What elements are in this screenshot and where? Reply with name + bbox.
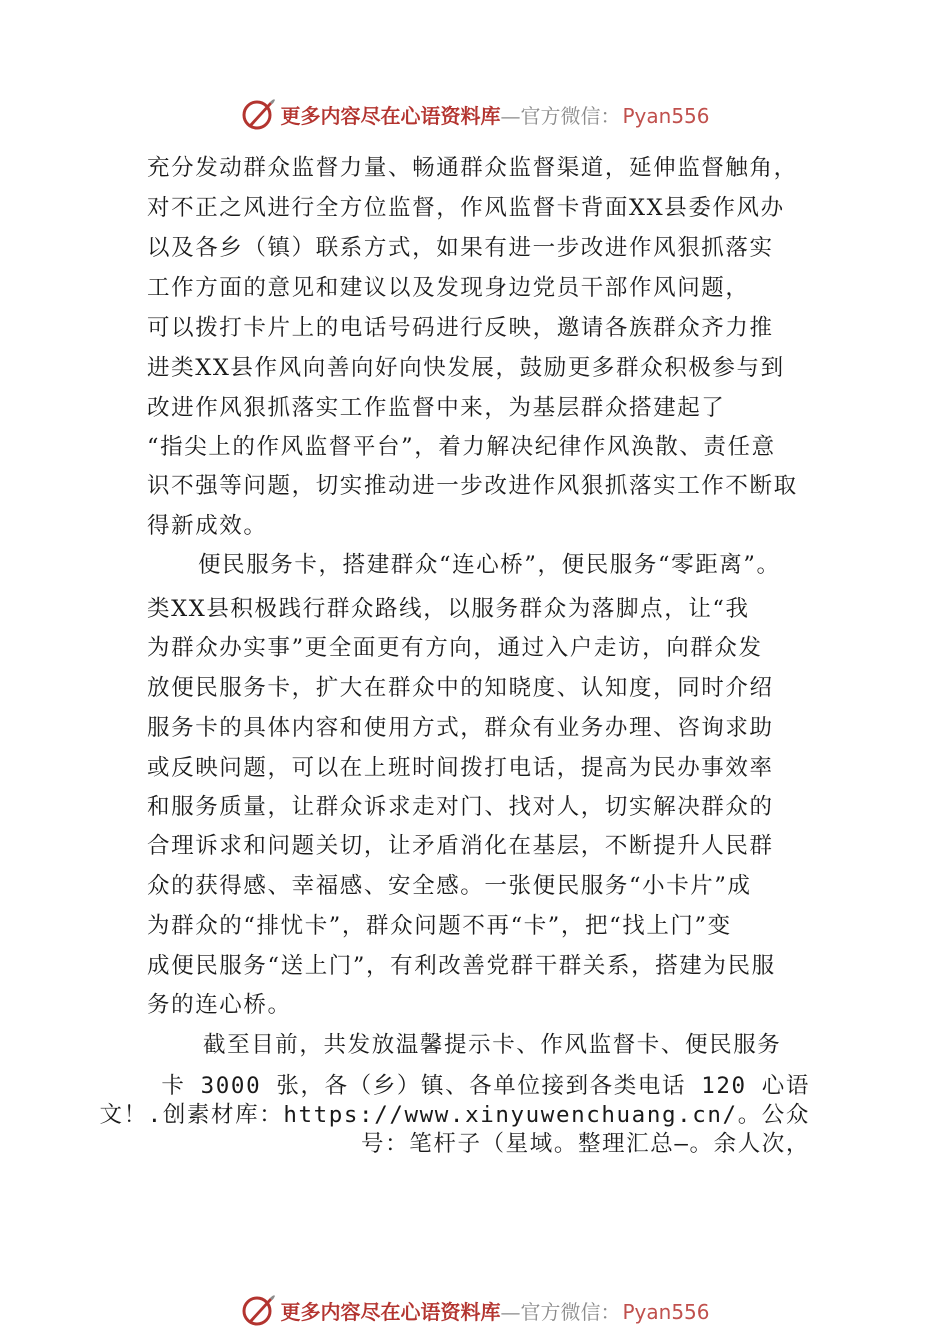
- header-banner: [0, 94, 950, 134]
- banner-wechat-label: 官方微信：: [520, 1299, 621, 1324]
- text-line: 放便民服务卡，扩大在群众中的知晓度、认知度，同时介绍: [147, 675, 774, 701]
- banner-title: 更多内容尽在心语资料库: [280, 1299, 501, 1324]
- text-line: 可以拨打卡片上的电话号码进行反映，邀请各族群众齐力推: [147, 315, 774, 341]
- tail-line: 文！.创素材库：https://www.xinyuwenchuang.cn/。公众: [99, 1102, 810, 1128]
- text-line: 或反映问题，可以在上班时间拨打电话，提高为民办事效率: [147, 755, 774, 781]
- text-line: 充分发动群众监督力量、畅通群众监督渠道，延伸监督触角，: [147, 155, 798, 181]
- paragraph-heading: 便民服务卡，搭建群众“连心桥”，便民服务“零距离”。: [198, 552, 781, 578]
- text-line: “指尖上的作风监督平台”，着力解决纪律作风涣散、责任意: [147, 434, 776, 460]
- text-line: 进类XX县作风向善向好向快发展，鼓励更多群众积极参与到: [147, 355, 785, 381]
- text-line: 识不强等问题，切实推动进一步改进作风狠抓落实工作不断取: [147, 473, 798, 499]
- text-line: 合理诉求和问题关切，让矛盾消化在基层，不断提升人民群: [147, 833, 774, 859]
- banner-title: 更多内容尽在心语资料库: [280, 103, 501, 128]
- text-line: 服务卡的具体内容和使用方式，群众有业务办理、咨询求助: [147, 715, 774, 741]
- banner-dash: —: [500, 103, 521, 128]
- closing-block: [0, 1072, 810, 1159]
- text-line: 成便民服务“送上门”，有利改善党群干群关系，搭建为民服: [147, 953, 776, 979]
- text-line: 以及各乡（镇）联系方式，如果有进一步改进作风狠抓落实: [147, 235, 774, 261]
- banner-wechat-id: Pyan556: [622, 103, 710, 128]
- text-line: 务的连心桥。: [147, 992, 292, 1018]
- quill-logo-icon: [240, 96, 276, 132]
- text-line: 得新成效。: [147, 513, 268, 539]
- footer-banner: [0, 1290, 950, 1330]
- tail-line: 卡 3000 张，各（乡）镇、各单位接到各类电话 120 心语: [161, 1073, 810, 1099]
- banner-wechat-label: 官方微信：: [520, 103, 621, 128]
- text-line: 为群众办实事”更全面更有方向，通过入户走访，向群众发: [147, 635, 763, 661]
- text-line: 为群众的“排忧卡”，群众问题不再“卡”，把“找上门”变: [147, 913, 732, 939]
- tail-line: 号：笔杆子（星域。整理汇总—。余人次，: [361, 1131, 810, 1157]
- text-line: 对不正之风进行全方位监督，作风监督卡背面XX县委作风办: [147, 195, 785, 221]
- text-line: 类XX县积极践行群众路线，以服务群众为落脚点，让“我: [147, 596, 750, 622]
- banner-dash: —: [500, 1299, 521, 1324]
- text-line: 和服务质量，让群众诉求走对门、找对人，切实解决群众的: [147, 794, 774, 820]
- text-line: 改进作风狠抓落实工作监督中来，为基层群众搭建起了: [147, 395, 726, 421]
- text-line: 工作方面的意见和建议以及发现身边党员干部作风问题，: [147, 275, 750, 301]
- banner-wechat-id: Pyan556: [622, 1299, 710, 1324]
- text-line: 截至目前，共发放温馨提示卡、作风监督卡、便民服务: [203, 1032, 782, 1058]
- text-line: 众的获得感、幸福感、安全感。一张便民服务“小卡片”成: [147, 873, 752, 899]
- quill-logo-icon: [240, 1292, 276, 1328]
